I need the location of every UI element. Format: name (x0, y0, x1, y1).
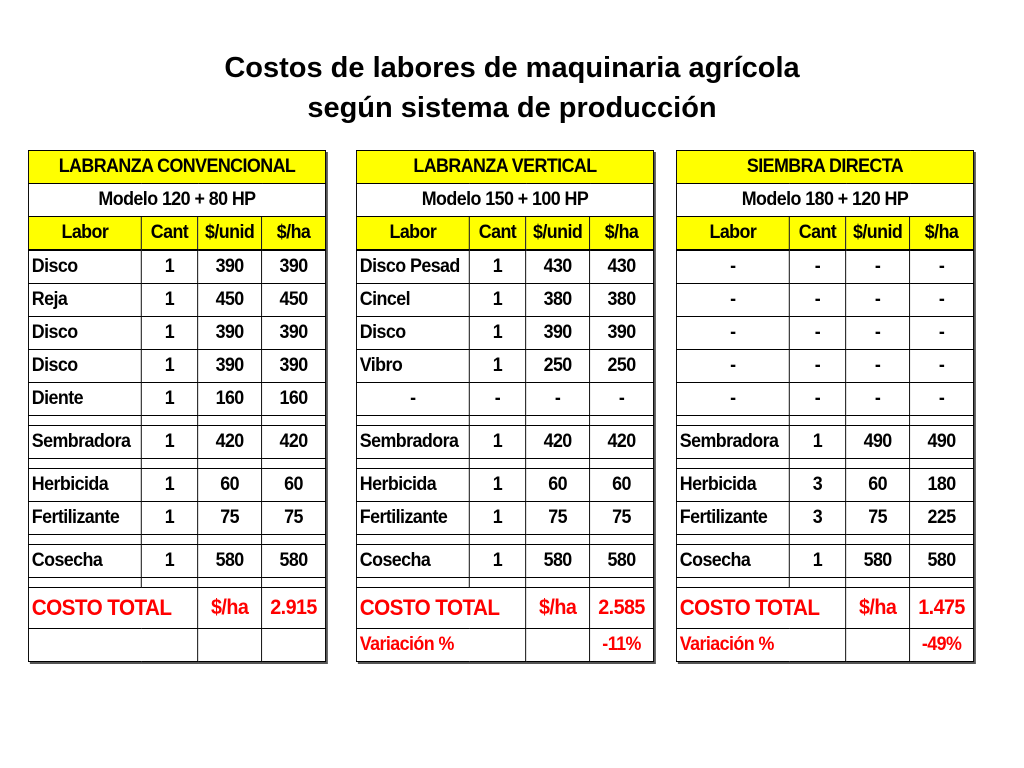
table-row (28, 350, 325, 383)
table-cell: 420 (526, 426, 590, 459)
table-cell: 1 (141, 469, 197, 502)
table-cell: 580 (910, 545, 974, 578)
table-cell: 1 (141, 250, 197, 284)
total-row (356, 588, 653, 629)
column-header: Cant (469, 217, 525, 251)
column-header: Labor (676, 217, 789, 251)
table-row (356, 426, 653, 459)
spacer-row (356, 535, 653, 545)
table-cell: 580 (526, 545, 590, 578)
table-row (28, 383, 325, 416)
table-row (28, 317, 325, 350)
table-cell: 1 (469, 502, 525, 535)
table-cell: 490 (910, 426, 974, 459)
table-cell: 250 (526, 350, 590, 383)
table-cell: 380 (526, 284, 590, 317)
table-cell: - (789, 383, 845, 416)
table-cell: - (846, 383, 910, 416)
total-label: COSTO TOTAL (356, 588, 525, 629)
table-cell: - (789, 284, 845, 317)
table-cell: 1 (141, 426, 197, 459)
column-header: Labor (28, 217, 141, 251)
spacer-row (676, 416, 973, 426)
table-cell: - (846, 350, 910, 383)
table-row (356, 317, 653, 350)
table-cell: 420 (262, 426, 326, 459)
table-cell: - (910, 284, 974, 317)
table-cell: 390 (526, 317, 590, 350)
spacer-row (356, 578, 653, 588)
table-cell: 60 (590, 469, 654, 502)
variation-label (28, 629, 197, 662)
total-unit: $/ha (198, 588, 262, 629)
table-cell: 1 (141, 317, 197, 350)
table-cell: 1 (469, 469, 525, 502)
table-cell: Herbicida (676, 469, 789, 502)
column-header-row (28, 217, 325, 251)
table-row (676, 545, 973, 578)
table-row (676, 350, 973, 383)
table-cell: 390 (198, 350, 262, 383)
table-cell: 60 (846, 469, 910, 502)
total-unit: $/ha (526, 588, 590, 629)
column-header-row (676, 217, 973, 251)
total-value: 2.585 (590, 588, 654, 629)
table-row (28, 545, 325, 578)
table-cell: 160 (262, 383, 326, 416)
panel-labranza-convencional (28, 150, 326, 662)
table-cell: 420 (590, 426, 654, 459)
table-cell: - (846, 250, 910, 284)
column-header: $/ha (590, 217, 654, 251)
table-row (356, 350, 653, 383)
spacer-row (676, 578, 973, 588)
panel-header (676, 151, 973, 184)
panel-model-row (676, 184, 973, 217)
table-row (676, 502, 973, 535)
table-cell: 1 (469, 284, 525, 317)
table-cell: 1 (469, 250, 525, 284)
table-row (356, 284, 653, 317)
variation-row (356, 629, 653, 662)
spacer-row (356, 459, 653, 469)
spacer-row (28, 578, 325, 588)
table-cell: - (676, 383, 789, 416)
panel-model-row (28, 184, 325, 217)
table-cell: Herbicida (356, 469, 469, 502)
table-cell: - (910, 383, 974, 416)
table-cell: 390 (198, 317, 262, 350)
column-header: $/ha (262, 217, 326, 251)
table-cell: 580 (846, 545, 910, 578)
table-cell: 60 (262, 469, 326, 502)
table-cell: 75 (198, 502, 262, 535)
table-cell: 75 (526, 502, 590, 535)
table-cell: - (789, 350, 845, 383)
table-cell: 1 (789, 545, 845, 578)
table-cell: Cosecha (676, 545, 789, 578)
panel-model: Modelo 180 + 120 HP (676, 184, 973, 217)
total-unit: $/ha (846, 588, 910, 629)
table-cell: Disco Pesad (356, 250, 469, 284)
table-cell: Disco (28, 350, 141, 383)
table-row (676, 317, 973, 350)
table-row (356, 502, 653, 535)
panel-name: LABRANZA VERTICAL (356, 151, 653, 184)
table-cell: - (526, 383, 590, 416)
table-cell: 450 (198, 284, 262, 317)
table-cell: 490 (846, 426, 910, 459)
panel-header (28, 151, 325, 184)
table-cell: Fertilizante (676, 502, 789, 535)
spacer-row (676, 535, 973, 545)
panel-header (356, 151, 653, 184)
table-row (28, 426, 325, 459)
table-cell: 75 (846, 502, 910, 535)
table-cell: 1 (141, 383, 197, 416)
table-cell: 75 (262, 502, 326, 535)
variation-value (262, 629, 326, 662)
table-cell: - (910, 317, 974, 350)
table-cell: Disco (356, 317, 469, 350)
total-row (676, 588, 973, 629)
table-cell: 380 (590, 284, 654, 317)
table-cell: 3 (789, 469, 845, 502)
table-cell: 580 (590, 545, 654, 578)
variation-value: -11% (590, 629, 654, 662)
table-cell: 580 (262, 545, 326, 578)
panel-name: SIEMBRA DIRECTA (676, 151, 973, 184)
table-cell: 1 (469, 545, 525, 578)
table-cell: - (846, 317, 910, 350)
panel-labranza-vertical (356, 150, 654, 662)
table-cell: - (789, 317, 845, 350)
column-header: $/unid (846, 217, 910, 251)
table-cell: - (676, 350, 789, 383)
variation-row (676, 629, 973, 662)
column-header: Cant (789, 217, 845, 251)
column-header: $/ha (910, 217, 974, 251)
table-cell: - (846, 284, 910, 317)
table-cell: 1 (469, 350, 525, 383)
table-cell: 250 (590, 350, 654, 383)
table-cell: Sembradora (356, 426, 469, 459)
variation-row (28, 629, 325, 662)
table-cell: 390 (198, 250, 262, 284)
table-cell: - (676, 317, 789, 350)
spacer-row (356, 416, 653, 426)
total-row (28, 588, 325, 629)
table-cell: 390 (262, 250, 326, 284)
table-cell: - (789, 250, 845, 284)
table-cell: 390 (262, 350, 326, 383)
title-line-1: Costos de labores de maquinaria agrícola (224, 52, 800, 84)
table-cell: 390 (590, 317, 654, 350)
table-cell: Cosecha (28, 545, 141, 578)
table-cell: 430 (526, 250, 590, 284)
column-header: Cant (141, 217, 197, 251)
table-row (356, 383, 653, 416)
table-cell: 450 (262, 284, 326, 317)
table-cell: - (676, 250, 789, 284)
table-cell: - (910, 350, 974, 383)
table-cell: 1 (469, 317, 525, 350)
panel-name: LABRANZA CONVENCIONAL (28, 151, 325, 184)
table-cell: 1 (141, 284, 197, 317)
table-row (28, 502, 325, 535)
table-cell: 1 (789, 426, 845, 459)
table-cell: Herbicida (28, 469, 141, 502)
table-cell: 180 (910, 469, 974, 502)
table-cell: 580 (198, 545, 262, 578)
spacer-row (28, 459, 325, 469)
table-cell: Fertilizante (28, 502, 141, 535)
total-value: 1.475 (910, 588, 974, 629)
panel-siembra-directa (676, 150, 974, 662)
table-cell: 1 (141, 350, 197, 383)
total-label: COSTO TOTAL (676, 588, 845, 629)
title-line-2: según sistema de producción (307, 92, 717, 124)
table-cell: - (356, 383, 469, 416)
table-cell: Vibro (356, 350, 469, 383)
table-row (676, 383, 973, 416)
panel-model: Modelo 150 + 100 HP (356, 184, 653, 217)
table-cell: Disco (28, 317, 141, 350)
table-cell: - (676, 284, 789, 317)
table-cell: 1 (469, 426, 525, 459)
column-header: Labor (356, 217, 469, 251)
table-cell: Fertilizante (356, 502, 469, 535)
table-row (676, 426, 973, 459)
table-cell: 160 (198, 383, 262, 416)
table-cell: - (910, 250, 974, 284)
page-title (0, 48, 1024, 128)
table-row (356, 469, 653, 502)
table-cell: - (590, 383, 654, 416)
panel-model: Modelo 120 + 80 HP (28, 184, 325, 217)
table-cell: Sembradora (28, 426, 141, 459)
table-cell: 430 (590, 250, 654, 284)
table-cell: Cincel (356, 284, 469, 317)
table-row (356, 250, 653, 284)
table-cell: 1 (141, 502, 197, 535)
table-cell: 390 (262, 317, 326, 350)
column-header: $/unid (198, 217, 262, 251)
variation-label: Variación % (676, 629, 845, 662)
variation-value: -49% (910, 629, 974, 662)
table-cell: Sembradora (676, 426, 789, 459)
table-row (28, 284, 325, 317)
table-cell: Disco (28, 250, 141, 284)
table-cell: 3 (789, 502, 845, 535)
table-cell: Diente (28, 383, 141, 416)
column-header-row (356, 217, 653, 251)
table-cell: Cosecha (356, 545, 469, 578)
table-cell: 225 (910, 502, 974, 535)
table-cell: 1 (141, 545, 197, 578)
table-cell: 60 (198, 469, 262, 502)
table-cell: Reja (28, 284, 141, 317)
total-label: COSTO TOTAL (28, 588, 197, 629)
table-cell: 60 (526, 469, 590, 502)
table-cell: 420 (198, 426, 262, 459)
spacer-row (28, 416, 325, 426)
table-cell: - (469, 383, 525, 416)
table-row (676, 250, 973, 284)
table-row (676, 284, 973, 317)
variation-label: Variación % (356, 629, 525, 662)
table-row (356, 545, 653, 578)
table-cell: 75 (590, 502, 654, 535)
table-row (28, 469, 325, 502)
total-value: 2.915 (262, 588, 326, 629)
table-row (28, 250, 325, 284)
table-row (676, 469, 973, 502)
spacer-row (676, 459, 973, 469)
column-header: $/unid (526, 217, 590, 251)
panel-model-row (356, 184, 653, 217)
spacer-row (28, 535, 325, 545)
